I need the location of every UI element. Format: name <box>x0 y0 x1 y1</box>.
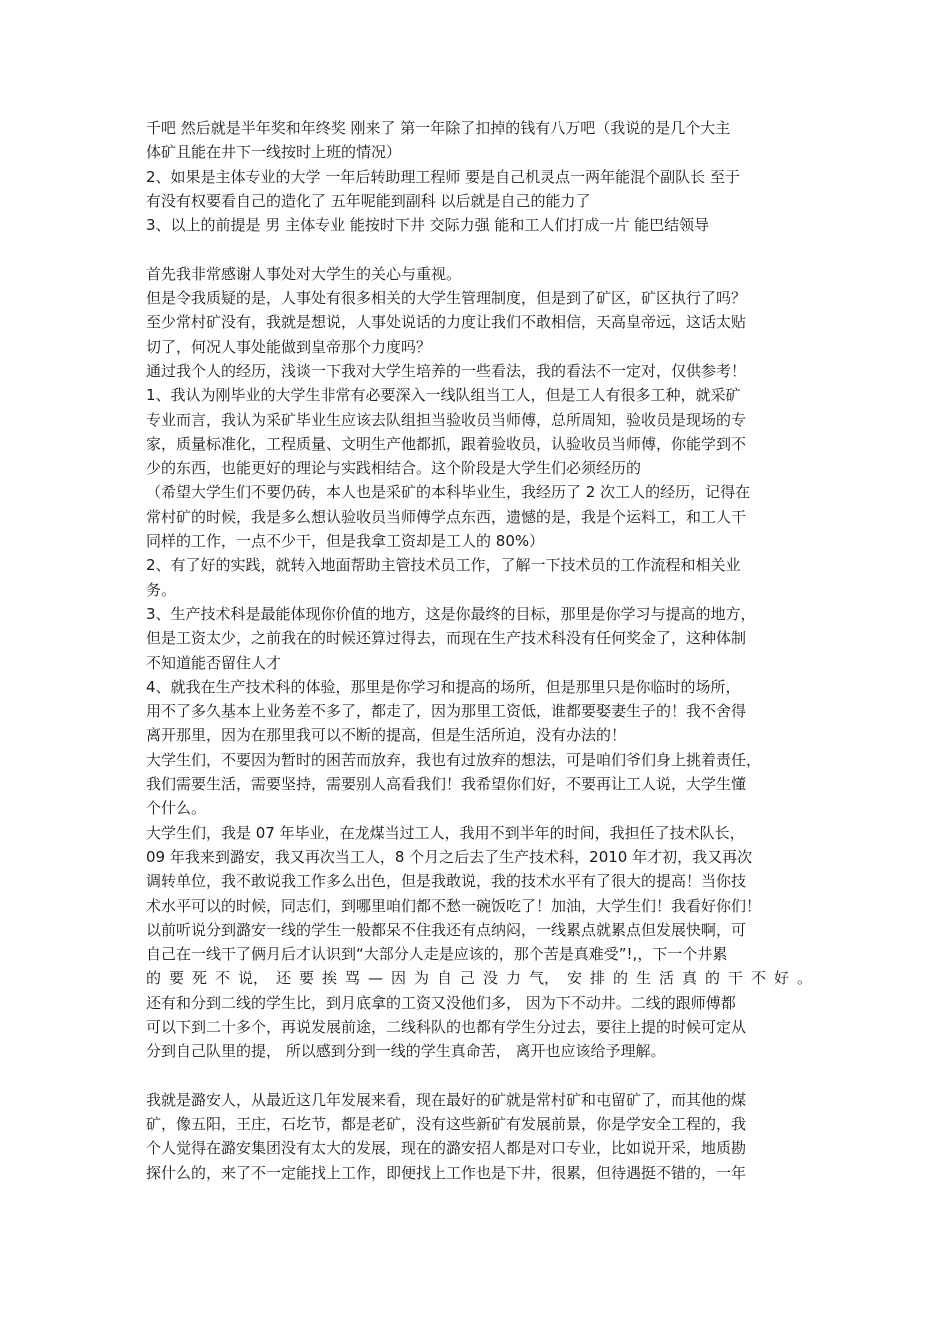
text-fragment: 力 <box>505 969 521 988</box>
text-line: 同样的工作，一点不少干，但是我拿工资却是工人的 80%） <box>146 532 545 551</box>
text-line: 我们需要生活，需要坚持，需要别人高看我们！我希望你们好，不要再让工人说，大学生懂 <box>146 775 747 794</box>
text-line: 专业而言，我认为采矿毕业生应该去队组担当验收员当师傅，总所周知，验收员是现场的专 <box>146 410 747 429</box>
text-line: 4、就我在生产技术科的体验，那里是你学习和提高的场所，但是那里只是你临时的场所， <box>146 677 741 696</box>
text-line: 大学生们，不要因为暂时的困苦而放弃，我也有过放弃的想法，可是咱们爷们身上挑着责任， <box>146 750 762 769</box>
text-line: 体矿且能在井下一线按时上班的情况） <box>146 143 402 162</box>
text-fragment: 挨 <box>322 969 338 988</box>
text-line: 2、有了好的实践，就转入地面帮助主管技术员工作，了解一下技术员的工作流程和相关业 <box>146 556 741 575</box>
text-fragment: 活 <box>658 969 674 988</box>
text-line: 1、我认为刚毕业的大学生非常有必要深入一线队组当工人，但是工人有很多工种，就采矿 <box>146 386 741 405</box>
text-line: 以前听说分到潞安一线的学生一般都呆不住我还有点纳闷，一线累点就累点但发展快啊，可 <box>146 920 747 939</box>
text-line: 自己在一线干了俩月后才认识到“大部分人走是应该的，那个苦是真难受”!,，下一个井累 <box>146 945 728 964</box>
text-line: 不知道能否留住人才 <box>146 653 282 672</box>
text-fragment: 。 <box>796 969 812 988</box>
text-line: 术水平可以的时候，同志们，到哪里咱们都不愁一碗饭吃了！加油，大学生们！我看好你们！ <box>146 896 762 915</box>
text-fragment: 安 <box>566 969 582 988</box>
text-fragment: 气， <box>528 969 559 988</box>
text-line: 首先我非常感谢人事处对大学生的关心与重视。 <box>146 264 462 283</box>
document-body <box>146 116 812 1185</box>
text-fragment: 因 <box>390 969 406 988</box>
text-line: 矿，像五阳，王庄，石圪节，都是老矿，没有这些新矿有发展前景，你是学安全工程的，我 <box>146 1115 747 1134</box>
text-fragment: 没 <box>482 969 498 988</box>
text-line: 千吧 然后就是半年奖和年终奖 刚来了 第一年除了扣掉的钱有八万吧（我说的是几个大主 <box>146 119 731 137</box>
text-fragment: 的 <box>704 969 720 988</box>
text-line: 2、如果是主体专业的大学 一年后转助理工程师 要是自己机灵点一两年能混个副队长 至于 <box>146 167 740 186</box>
text-fragment: 说， <box>238 969 269 988</box>
text-fragment: 要 <box>299 969 315 988</box>
text-fragment: 好 <box>773 969 789 988</box>
paragraph-block-2 <box>146 262 812 967</box>
text-fragment: 不 <box>750 969 766 988</box>
text-line: 分到自己队里的提， 所以感到分到一线的学生真命苦， 离开也应该给予理解。 <box>146 1042 666 1061</box>
text-fragment: 要 <box>169 969 185 988</box>
blank-line <box>146 237 812 261</box>
text-line: 切了，何况人事处能做到皇帝那个力度吗？ <box>146 337 432 356</box>
text-fragment: 自 <box>436 969 452 988</box>
text-fragment: 的 <box>612 969 628 988</box>
text-line: 家，质量标准化，工程质量、文明生产他都抓，跟着验收员，认验收员当师傅，你能学到不 <box>146 434 747 453</box>
text-fragment: — <box>368 969 383 988</box>
text-line: 探什么的，来了不一定能找上工作，即便找上工作也是下井，很累，但待遇挺不错的，一年 <box>146 1163 747 1182</box>
text-fragment: 排 <box>589 969 605 988</box>
paragraph-block-4 <box>146 1088 812 1185</box>
text-line: 还有和分到二线的学生比，到月底拿的工资又没他们多， 因为下不动井。二线的跟师傅都 <box>146 993 736 1012</box>
text-line: 我就是潞安人，从最近这几年发展来看，现在最好的矿就是常村矿和屯留矿了，而其他的煤 <box>146 1090 747 1109</box>
text-fragment: 骂 <box>345 969 361 988</box>
text-fragment: 己 <box>459 969 475 988</box>
paragraph-block-1 <box>146 116 812 237</box>
text-line: 务。 <box>146 580 177 599</box>
text-fragment: 的 <box>146 969 162 988</box>
text-line: 少的东西，也能更好的理论与实践相结合。这个阶段是大学生们必须经历的 <box>146 459 642 478</box>
text-line: 通过我个人的经历，浅谈一下我对大学生培养的一些看法，我的看法不一定对，仅供参考！ <box>146 361 747 380</box>
text-fragment: 真 <box>681 969 697 988</box>
text-line: 09 年我来到潞安，我又再次当工人，8 个月之后去了生产技术科，2010 年才初，我又再次 <box>146 847 753 866</box>
text-line: 离开那里，因为在那里我可以不断的提高，但是生活所迫，没有办法的！ <box>146 726 627 745</box>
text-fragment: 还 <box>276 969 292 988</box>
text-line: 3、生产技术科是最能体现你价值的地方，这是你最终的目标，那里是你学习与提高的地方， <box>146 604 756 623</box>
text-line: 但是工资太少，之前我在的时候还算过得去，而现在生产技术科没有任何奖金了，这种体制 <box>146 629 747 648</box>
justified-text-line <box>146 966 812 990</box>
text-line: （希望大学生们不要仍砖，本人也是采矿的本科毕业生，我经历了 2 次工人的经历，记得在 <box>146 483 751 502</box>
text-line: 3、以上的前提是 男 主体专业 能按时下井 交际力强 能和工人们打成一片 能巴结领导 <box>146 216 710 235</box>
text-fragment: 生 <box>635 969 651 988</box>
blank-line <box>146 1064 812 1088</box>
text-line: 调转单位，我不敢说我工作多么出色，但是我敢说，我的技术水平有了很大的提高！当你技 <box>146 872 747 891</box>
text-line: 用不了多久基本上业务差不多了，都走了，因为那里工资低，谁都要娶妻生子的！我不舍得 <box>146 702 747 721</box>
text-line: 可以下到二十多个，再说发展前途，二线科队的也都有学生分过去，要往上提的时候可定从 <box>146 1017 747 1036</box>
text-fragment: 干 <box>727 969 743 988</box>
paragraph-block-3 <box>146 991 812 1064</box>
text-line: 但是令我质疑的是，人事处有很多相关的大学生管理制度，但是到了矿区，矿区执行了吗？ <box>146 289 747 308</box>
text-fragment: 不 <box>215 969 231 988</box>
text-line: 个什么。 <box>146 799 207 818</box>
text-line: 有没有权要看自己的造化了 五年呢能到副科 以后就是自己的能力了 <box>146 191 591 210</box>
text-fragment: 死 <box>192 969 208 988</box>
text-line: 个人觉得在潞安集团没有太大的发展，现在的潞安招人都是对口专业，比如说开采，地质勘 <box>146 1139 747 1158</box>
text-line: 至少常村矿没有，我就是想说，人事处说话的力度让我们不敢相信，天高皇帝远，这话太贴 <box>146 313 747 332</box>
text-fragment: 为 <box>413 969 429 988</box>
text-line: 大学生们，我是 07 年毕业，在龙煤当过工人，我用不到半年的时间，我担任了技术队长， <box>146 823 745 842</box>
text-line: 常村矿的时候，我是多么想认验收员当师傅学点东西，遗憾的是，我是个运料工，和工人干 <box>146 507 747 526</box>
